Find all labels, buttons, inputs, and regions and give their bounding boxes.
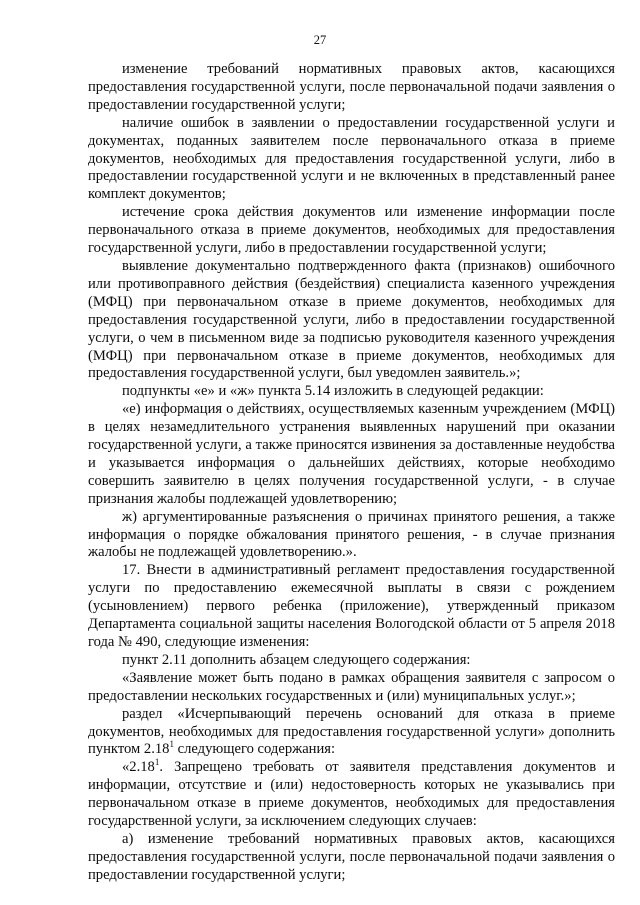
paragraph: выявление документально подтвержденного факта (признаков) ошибочного или противоправного действия (бездействия) специалиста казенного учреждения (МФЦ) при первоначальном отказе в приеме документов, необходимых для предоставления государственной услуги, либо в предоставлении государственной услуги, о чем в письменном виде за подписью руководителя казенного учреждения (МФЦ) при первоначальном отказе в приеме документов, необходимых для предоставления государственной услуги, был уведомлен заявитель.»; bbox=[88, 257, 615, 382]
text-run: . Запрещено требовать от заявителя представления документов и информации, отсутствие и (или) недостоверность которых не указывались при первоначальном отказе в приеме документов, необходимых для предоставления государственной услуги, за исключением следующих случаев: bbox=[88, 759, 615, 830]
paragraph: пункт 2.11 дополнить абзацем следующего содержания: bbox=[122, 651, 471, 668]
page-number: 27 bbox=[313, 33, 327, 47]
text-run: следующего содержания: bbox=[177, 741, 336, 758]
paragraph: 17. Внести в административный регламент предоставления государственной услуги по предоставлению ежемесячной выплаты в связи с рождением (усыновлением) первого ребенка (приложение), утвержденный приказом Департамента социальной защиты населения Вологодской области от 5 апреля 2018 года № 490, следующие изменения: bbox=[88, 562, 615, 650]
text-run: «2.18 bbox=[122, 759, 155, 776]
document-body bbox=[88, 61, 615, 885]
paragraph bbox=[88, 706, 615, 760]
paragraph: подпункты «е» и «ж» пункта 5.14 изложить в следующей редакции: bbox=[122, 383, 544, 400]
paragraph: изменение требований нормативных правовых актов, касающихся предоставления государственной услуги, после первоначальной подачи заявления о предоставлении государственной услуги; bbox=[88, 61, 615, 113]
paragraph bbox=[88, 759, 615, 831]
paragraph: «Заявление может быть подано в рамках обращения заявителя с запросом о предоставлении нескольких государственных и (или) муниципальных услуг.»; bbox=[88, 669, 615, 704]
paragraph: а) изменение требований нормативных правовых актов, касающихся предоставления государственной услуги, после первоначальной подачи заявления о предоставлении государственной услуги; bbox=[88, 830, 615, 883]
superscript: 1 bbox=[154, 757, 160, 768]
paragraph: истечение срока действия документов или изменение информации после первоначального отказа в приеме документов, необходимых для предоставления государственной услуги, либо в предоставлении государственной услуги; bbox=[88, 204, 615, 257]
text-run: раздел «Исчерпывающий перечень оснований для отказа в приеме документов, необходимых для предоставления государственной услуги» дополнить пунктом 2.18 bbox=[88, 705, 615, 758]
superscript: 1 bbox=[169, 739, 174, 750]
paragraph: ж) аргументированные разъяснения о причинах принятого решения, а также информация о порядке обжалования принятого решения, - в случае признания жалобы не подлежащей удовлетворению.». bbox=[88, 508, 615, 561]
paragraph: «е) информация о действиях, осуществляемых казенным учреждением (МФЦ) в целях незамедлительного устранения выявленных нарушений при оказании государственной услуги, а также приносятся извинения за доставленные неудобства и указывается информация о дальнейших действиях, которые необходимо совершить заявителю в целях получения государственной услуги, - в случае признания жалобы подлежащей удовлетворению; bbox=[88, 401, 615, 507]
paragraph: наличие ошибок в заявлении о предоставлении государственной услуги и документах, поданных заявителем после первоначального отказа в приеме документов, необходимых для предоставления государственной услуги, либо в предоставлении государственной услуги и не включенных в представленный ранее комплект документов; bbox=[88, 114, 615, 203]
